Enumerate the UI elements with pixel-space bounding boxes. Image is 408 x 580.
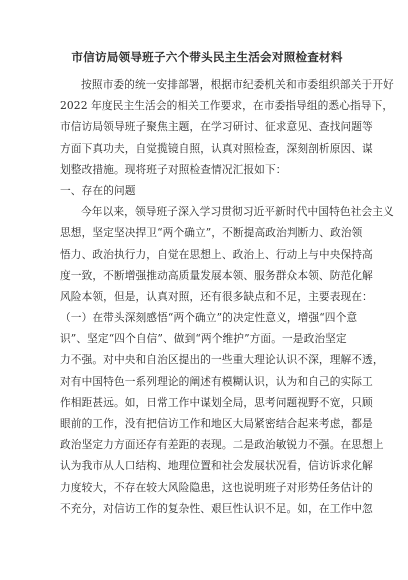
body-line: 力度较大，不存在较大风险隐患，这也说明班子对形势任务估计的 — [60, 480, 373, 494]
body-line: 市信访局领导班子聚焦主题，在学习研讨、征求意见、查找问题等 — [60, 120, 373, 134]
body-line: 今年以来，领导班子深入学习贯彻习近平新时代中国特色社会主义 — [81, 205, 394, 219]
body-line: 风险本领，但是，认真对照，还有很多缺点和不足，主要表现在： — [60, 289, 373, 303]
document-title: 市信访局领导班子六个带头民主生活会对照检查材料 — [71, 50, 343, 64]
body-line: 认为我市从人口结构、地理位置和社会发展状况看，信访诉求化解 — [60, 459, 373, 473]
body-line: 划整改措施。现将班子对照检查情况汇报如下： — [60, 162, 287, 176]
body-line: 不充分，对信访工作的复杂性、艰巨性认识不足。如，在工作中忽 — [60, 501, 373, 515]
body-line: 眼前的工作，没有把信访工作和地区大局紧密结合起来考虑，都是 — [60, 417, 373, 430]
body-line: 政治坚定力方面还存有差距的表现。二是政治敏锐力不强。在思想上 — [60, 438, 384, 452]
body-line: 悟力、政治执行力，自觉在思想上、政治上、行动上与中央保持高 — [60, 247, 373, 261]
body-line: 思想，坚定坚决捍卫“两个确立”，不断提高政治判断力、政治领 — [60, 226, 363, 240]
body-line: 力不强。对中央和自治区提出的一些重大理论认识不深，理解不透， — [60, 353, 384, 367]
body-line: 度一致，不断增强推动高质量发展本领、服务群众本领、防范化解 — [60, 268, 373, 282]
body-line: 识”、坚定“四个自信”、做到“两个维护”方面。一是政治坚定 — [60, 332, 347, 346]
section-heading: 一、存在的问题 — [60, 183, 136, 197]
document-page — [60, 50, 394, 519]
body-line: 按照市委的统一安排部署，根据市纪委机关和市委组织部关于开好 — [81, 78, 394, 91]
body-line: 对有中国特色一系列理论的阐述有模糊认识，认为和自己的实际工 — [60, 374, 373, 388]
body-line: 方面下真功夫，自觉揽镜自照，认真对照检查，深刻剖析原因、谋 — [60, 141, 373, 155]
subsection-heading: （一）在带头深刻感悟“两个确立”的决定性意义，增强“四个意 — [60, 311, 358, 325]
body-line: 2022 年度民主生活会的相关工作要求，在市委指导组的悉心指导下， — [60, 99, 394, 113]
document-body — [60, 74, 394, 519]
body-line: 作相距甚远。如，日常工作中谋划全局，思考问题视野不宽，只顾 — [60, 395, 373, 409]
